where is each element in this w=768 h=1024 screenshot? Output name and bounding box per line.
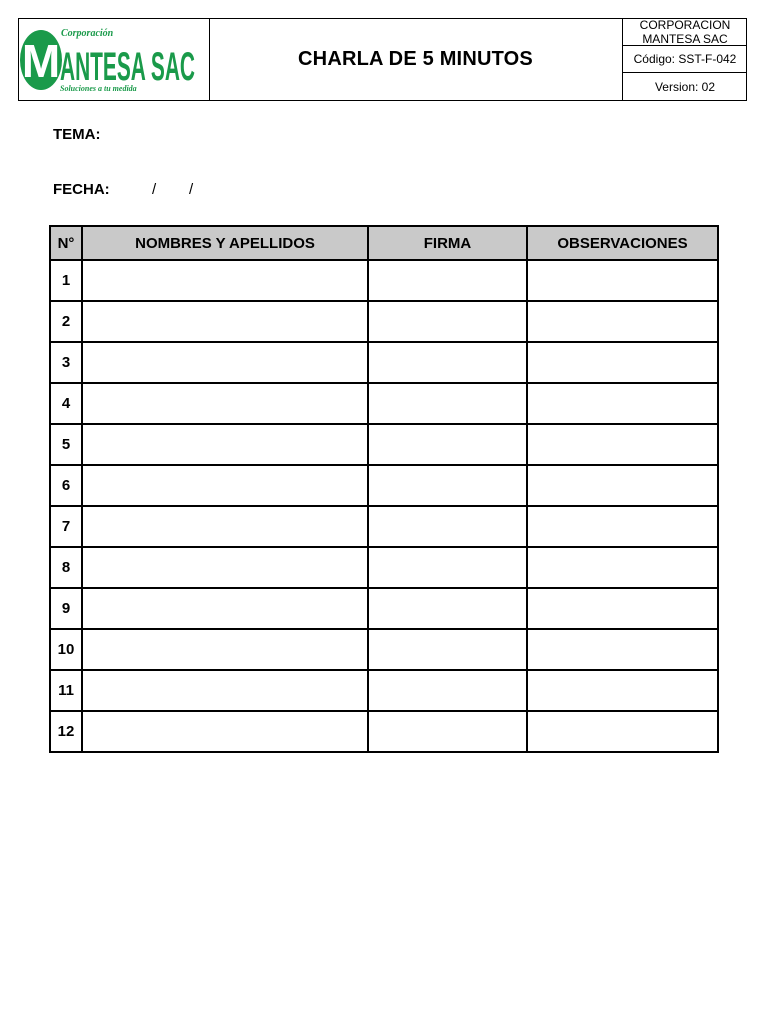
fecha-label: FECHA: bbox=[53, 181, 110, 198]
table-row bbox=[50, 424, 718, 465]
row-number: 5 bbox=[50, 424, 82, 465]
table-row bbox=[50, 260, 718, 301]
signature-cell[interactable] bbox=[368, 301, 527, 342]
svg-text:ANTESA SAC: ANTESA SAC bbox=[60, 45, 195, 89]
row-number: 12 bbox=[50, 711, 82, 752]
mantesa-logo-graphic bbox=[19, 19, 209, 100]
table-row bbox=[50, 301, 718, 342]
signature-cell[interactable] bbox=[368, 383, 527, 424]
signature-cell[interactable] bbox=[368, 711, 527, 752]
table-row bbox=[50, 383, 718, 424]
document-control-box bbox=[622, 19, 747, 100]
company-name-cell bbox=[623, 19, 747, 46]
name-cell[interactable] bbox=[82, 670, 368, 711]
signature-cell[interactable] bbox=[368, 424, 527, 465]
signature-cell[interactable] bbox=[368, 506, 527, 547]
observations-cell[interactable] bbox=[527, 711, 718, 752]
logo-tagline: Soluciones a tu medida bbox=[60, 84, 137, 93]
observations-cell[interactable] bbox=[527, 424, 718, 465]
row-number: 6 bbox=[50, 465, 82, 506]
observations-cell[interactable] bbox=[527, 629, 718, 670]
name-cell[interactable] bbox=[82, 588, 368, 629]
table-row bbox=[50, 342, 718, 383]
signature-cell[interactable] bbox=[368, 342, 527, 383]
column-header-names: NOMBRES Y APELLIDOS bbox=[82, 226, 368, 260]
table-row bbox=[50, 711, 718, 752]
form-title: CHARLA DE 5 MINUTOS bbox=[298, 48, 533, 70]
table-row bbox=[50, 547, 718, 588]
document-version: Version: 02 bbox=[654, 79, 716, 94]
row-number: 9 bbox=[50, 588, 82, 629]
table-row bbox=[50, 588, 718, 629]
attendance-table bbox=[49, 225, 719, 753]
signature-cell[interactable] bbox=[368, 588, 527, 629]
observations-cell[interactable] bbox=[527, 260, 718, 301]
column-header-observations: OBSERVACIONES bbox=[527, 226, 718, 260]
column-header-number: N° bbox=[50, 226, 82, 260]
table-row bbox=[50, 465, 718, 506]
signature-cell[interactable] bbox=[368, 465, 527, 506]
company-logo bbox=[19, 19, 210, 100]
observations-cell[interactable] bbox=[527, 506, 718, 547]
row-number: 10 bbox=[50, 629, 82, 670]
observations-cell[interactable] bbox=[527, 588, 718, 629]
table-row bbox=[50, 629, 718, 670]
company-name-line2: MANTESA SAC bbox=[642, 32, 728, 46]
signature-cell[interactable] bbox=[368, 670, 527, 711]
signature-cell[interactable] bbox=[368, 547, 527, 588]
row-number: 8 bbox=[50, 547, 82, 588]
table-row bbox=[50, 670, 718, 711]
column-header-signature: FIRMA bbox=[368, 226, 527, 260]
row-number: 2 bbox=[50, 301, 82, 342]
name-cell[interactable] bbox=[82, 424, 368, 465]
name-cell[interactable] bbox=[82, 465, 368, 506]
document-code: Código: SST-F-042 bbox=[623, 46, 747, 73]
observations-cell[interactable] bbox=[527, 383, 718, 424]
observations-cell[interactable] bbox=[527, 465, 718, 506]
name-cell[interactable] bbox=[82, 342, 368, 383]
name-cell[interactable] bbox=[82, 629, 368, 670]
name-cell[interactable] bbox=[82, 506, 368, 547]
observations-cell[interactable] bbox=[527, 670, 718, 711]
row-number: 3 bbox=[50, 342, 82, 383]
row-number: 7 bbox=[50, 506, 82, 547]
signature-cell[interactable] bbox=[368, 629, 527, 670]
name-cell[interactable] bbox=[82, 260, 368, 301]
name-cell[interactable] bbox=[82, 711, 368, 752]
row-number: 11 bbox=[50, 670, 82, 711]
date-separator-2: / bbox=[189, 181, 194, 198]
observations-cell[interactable] bbox=[527, 342, 718, 383]
signature-cell[interactable] bbox=[368, 260, 527, 301]
table-row bbox=[50, 506, 718, 547]
row-number: 4 bbox=[50, 383, 82, 424]
table-header-row bbox=[50, 226, 718, 260]
observations-cell[interactable] bbox=[527, 301, 718, 342]
name-cell[interactable] bbox=[82, 383, 368, 424]
company-name-line1: CORPORACION bbox=[639, 18, 731, 32]
row-number: 1 bbox=[50, 260, 82, 301]
name-cell[interactable] bbox=[82, 547, 368, 588]
tema-label: TEMA: bbox=[53, 126, 101, 143]
logo-top-text: Corporación bbox=[61, 28, 114, 39]
date-separator-1: / bbox=[152, 181, 157, 198]
document-header bbox=[18, 18, 747, 101]
svg-text:M: M bbox=[21, 35, 61, 87]
observations-cell[interactable] bbox=[527, 547, 718, 588]
name-cell[interactable] bbox=[82, 301, 368, 342]
